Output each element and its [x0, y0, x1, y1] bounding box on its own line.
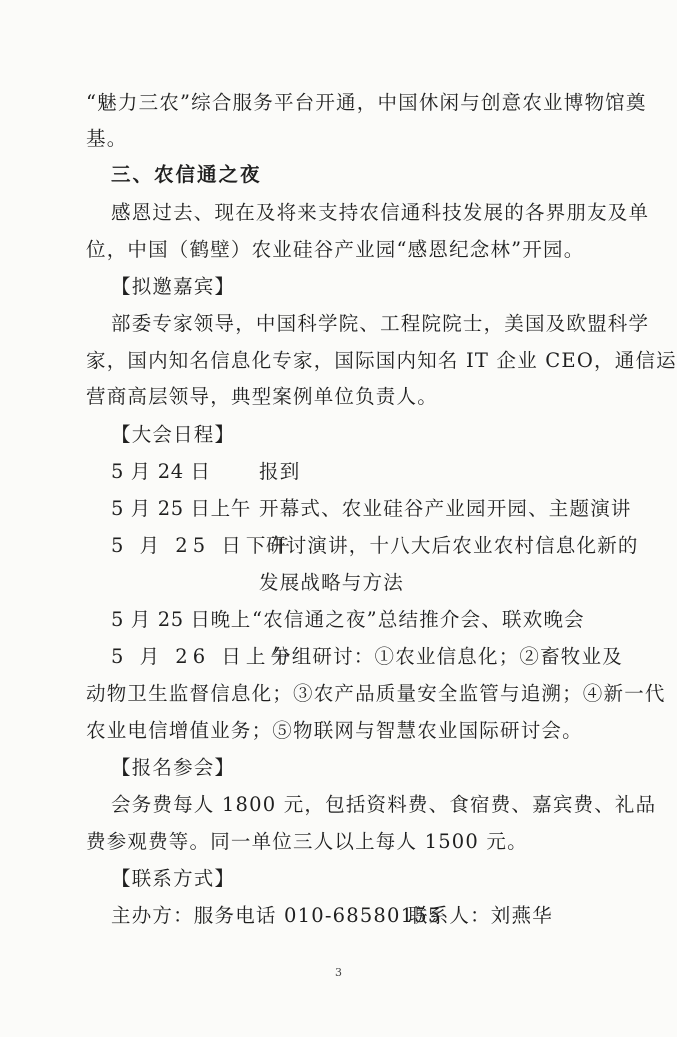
- schedule-date-2: 5 月 25 日上午: [111, 497, 251, 520]
- schedule-date-3: 5 月 25 日下午: [111, 534, 295, 557]
- contact-organizer: 主办方：服务电话 010-68580155: [111, 904, 442, 927]
- guests-label: 【拟邀嘉宾】: [111, 275, 236, 298]
- registration-line-1: 会务费每人 1800 元，包括资料费、食宿费、嘉宾费、礼品: [111, 793, 657, 816]
- section3-line-2: 位，中国（鹤壁）农业硅谷产业园“感恩纪念林”开园。: [86, 238, 585, 261]
- intro-line-2: 基。: [86, 127, 128, 150]
- guests-line-2: 家，国内知名信息化专家，国际国内知名 IT 企业 CEO，通信运: [86, 349, 677, 372]
- guests-line-3: 营商高层领导，典型案例单位负责人。: [86, 385, 438, 408]
- schedule-date-4: 5 月 25 日晚上: [111, 608, 251, 631]
- schedule-text-2: 开幕式、农业硅谷产业园开园、主题演讲: [259, 497, 632, 520]
- guests-line-1: 部委专家领导，中国科学院、工程院院士，美国及欧盟科学: [111, 312, 650, 335]
- schedule-label: 【大会日程】: [111, 423, 236, 446]
- schedule-text-3: 研讨演讲，十八大后农业农村信息化新的: [266, 534, 639, 557]
- page-number: 3: [335, 966, 342, 979]
- schedule-text-5b: 动物卫生监督信息化；③农产品质量安全监管与追溯；④新一代: [86, 682, 666, 705]
- schedule-date-1: 5 月 24 日: [111, 460, 211, 483]
- schedule-text-5c: 农业电信增值业务；⑤物联网与智慧农业国际研讨会。: [86, 719, 583, 742]
- registration-label: 【报名参会】: [111, 756, 236, 779]
- schedule-text-1: 报到: [259, 460, 301, 483]
- section-heading: 三、农信通之夜: [111, 163, 262, 186]
- schedule-date-5: 5 月 26 日上午: [111, 645, 295, 668]
- contact-label: 【联系方式】: [111, 867, 236, 890]
- schedule-text-4: “农信通之夜”总结推介会、联欢晚会: [252, 608, 585, 631]
- registration-line-2: 费参观费等。同一单位三人以上每人 1500 元。: [86, 830, 528, 853]
- section3-line-1: 感恩过去、现在及将来支持农信通科技发展的各界朋友及单: [111, 201, 650, 224]
- schedule-text-5: 分组研讨：①农业信息化；②畜牧业及: [271, 645, 623, 668]
- intro-line-1: “魅力三农”综合服务平台开通，中国休闲与创意农业博物馆奠: [86, 91, 647, 114]
- schedule-text-3b: 发展战略与方法: [259, 571, 404, 594]
- contact-person: 联系人：刘燕华: [408, 904, 553, 927]
